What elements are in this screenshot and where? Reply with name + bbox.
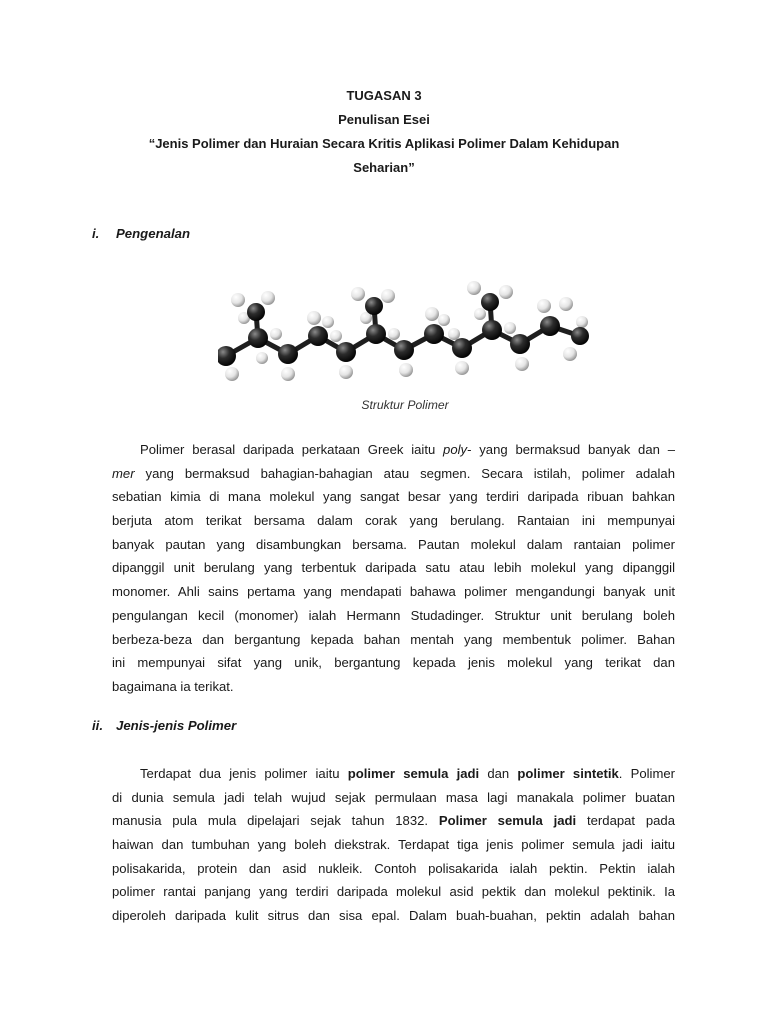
paragraph-line: berjuta atom terikat bersama dalam corak yang berulang. Rantaian ini mempunyai: [112, 513, 675, 529]
section-2-number: ii.: [92, 718, 103, 733]
essay-title-line-1: “Jenis Polimer dan Huraian Secara Kritis Aplikasi Polimer Dalam Kehidupan: [148, 136, 620, 151]
paragraph-line: banyak pautan yang disambungkan bersama. Pautan molekul dalam rantaian polimer: [112, 536, 675, 552]
paragraph-line: ini mempunyai sifat yang unik, bergantung kepada jenis molekul yang terikat dan: [112, 655, 675, 671]
paragraph-line: pengulangan kecil (monomer) ialah Hermann Studadinger. Struktur unit berulang boleh: [112, 607, 675, 623]
paragraph-line: sebatian kimia di mana molekul yang sangat besar yang terdiri daripada ribuan bahkan: [112, 489, 675, 505]
paragraph-line: di dunia semula jadi telah wujud sejak permulaan masa lagi manakala polimer buatan: [112, 789, 675, 805]
paragraph-line: polisakarida, protein dan asid nukleik. Contoh polisakarida ialah pektin. Pektin ialah: [112, 860, 675, 876]
paragraph-line: monomer. Ahli sains pertama yang mendapati bahawa polimer mengandungi banyak unit: [112, 584, 675, 600]
paragraph-line: berbeza-beza dan bergantung kepada bahan mentah yang membentuk polimer. Bahan: [112, 631, 675, 647]
section-1-heading: [92, 226, 190, 241]
essay-subtitle: Penulisan Esei: [338, 112, 430, 127]
paragraph-line: dipanggil unit berulang yang terbentuk daripada satu atau lebih molekul yang dipanggil: [112, 560, 675, 576]
section-1-paragraph: [112, 438, 675, 699]
section-1-number: i.: [92, 226, 100, 241]
section-2-paragraph: [112, 762, 675, 928]
essay-title-line-2: Seharian”: [353, 160, 415, 175]
paragraph-line: Terdapat dua jenis polimer iaitu polimer semula jadi dan polimer sintetik. Polimer: [140, 766, 675, 781]
section-1-title: Pengenalan: [116, 226, 191, 241]
figure-caption: Struktur Polimer: [361, 398, 449, 412]
section-2-title: Jenis-jenis Polimer: [116, 718, 237, 733]
paragraph-line: diperoleh daripada kulit sitrus dan sisa epal. Dalam buah-buahan, pektin adalah bahan: [112, 908, 675, 924]
paragraph-line: mer yang bermaksud bahagian-bahagian atau segmen. Secara istilah, polimer adalah: [112, 465, 675, 481]
polymer-structure-figure: [218, 278, 590, 388]
paragraph-line: manusia pula mula dipelajari sejak tahun 1832. Polimer semula jadi terdapat pada: [112, 813, 675, 829]
paragraph-line: bagaimana ia terikat.: [112, 678, 234, 694]
assignment-label: TUGASAN 3: [346, 88, 422, 103]
section-2-heading: [92, 718, 236, 733]
paragraph-line: polimer rantai panjang yang terdiri daripada molekul asid pektik dan molekul pektinik. Ia: [112, 884, 675, 900]
paragraph-line: Polimer berasal daripada perkataan Greek iaitu poly- yang bermaksud banyak dan –: [140, 442, 675, 457]
paragraph-line: haiwan dan tumbuhan yang boleh diekstrak. Terdapat tiga jenis polimer semula jadi iaitu: [112, 837, 675, 853]
